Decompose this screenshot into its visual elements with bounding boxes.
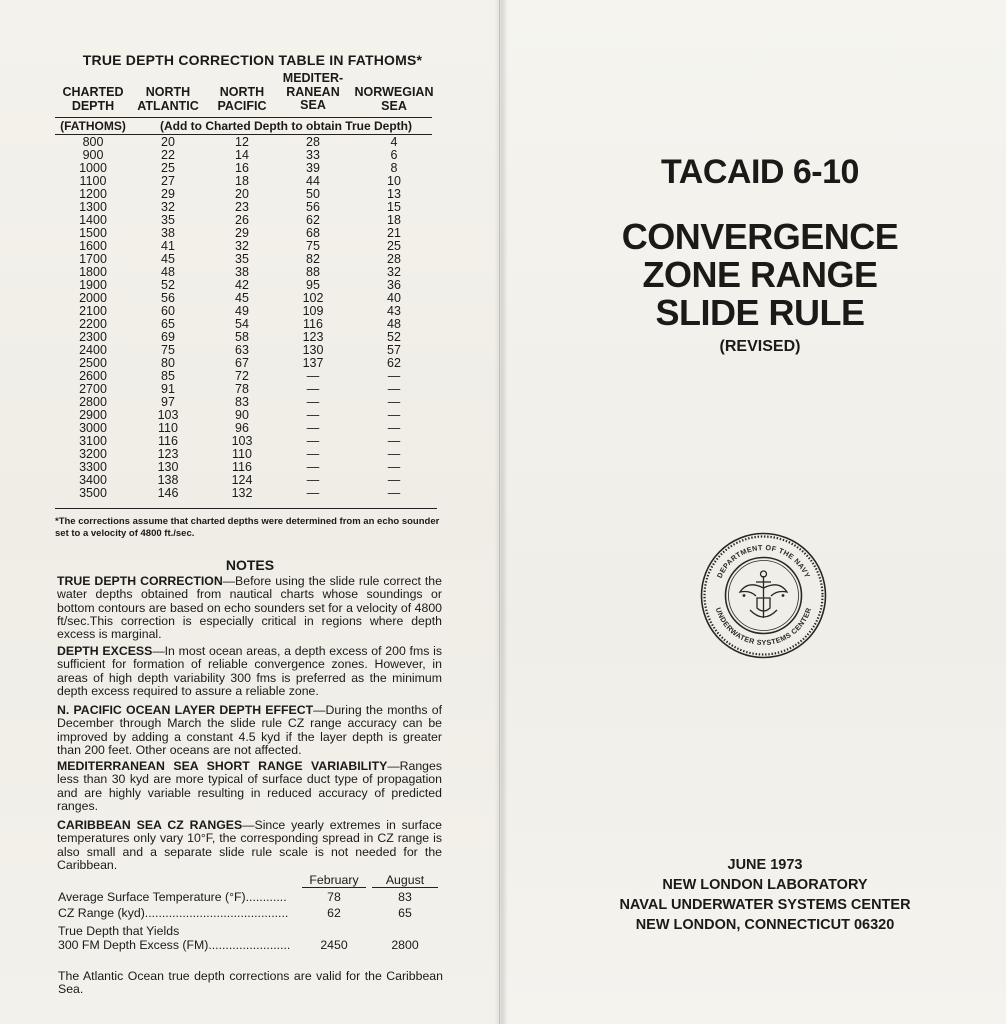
cover-title: TACAID 6-10 xyxy=(661,153,859,191)
table-row xyxy=(0,396,500,409)
cell-norwegian: — xyxy=(387,447,401,461)
cell-norwegian: 21 xyxy=(387,226,401,240)
cell-north-pacific: 23 xyxy=(235,200,249,214)
table-row xyxy=(0,305,500,318)
cell-north-atlantic: 138 xyxy=(157,473,179,487)
cell-charted-depth: 2500 xyxy=(79,356,107,370)
table-row xyxy=(0,162,500,175)
cell-mediterranean: 68 xyxy=(306,226,320,240)
cell-charted-depth: 3500 xyxy=(79,486,107,500)
cell-norwegian: — xyxy=(387,460,401,474)
cell-north-atlantic: 110 xyxy=(158,421,178,435)
cell-north-atlantic: 69 xyxy=(161,330,175,344)
table-row xyxy=(0,201,500,214)
caribbean-row-depth-feb: 2450 xyxy=(320,938,348,952)
table-row xyxy=(0,292,500,305)
cell-north-atlantic: 52 xyxy=(161,278,175,292)
cell-north-pacific: 67 xyxy=(235,356,249,370)
cell-north-atlantic: 22 xyxy=(161,148,175,162)
cell-norwegian: 62 xyxy=(387,356,401,370)
notes-title: NOTES xyxy=(225,557,275,573)
caribbean-header-february: February xyxy=(309,873,359,887)
cell-norwegian: — xyxy=(387,486,401,500)
cell-charted-depth: 900 xyxy=(82,148,104,162)
table-row xyxy=(0,253,500,266)
cell-mediterranean: 62 xyxy=(306,213,320,227)
note-mediterranean-variability: MEDITERRANEAN SEA SHORT RANGE VARIABILITY—Ranges less than 30 kyd are more typical of surface duct type of propagation and are highly variable resulting in reduced accuracy of predicted ranges. xyxy=(57,759,442,813)
cell-mediterranean: — xyxy=(306,486,320,500)
table-row xyxy=(0,318,500,331)
cell-north-pacific: 63 xyxy=(235,343,249,357)
cell-north-atlantic: 65 xyxy=(161,317,175,331)
table-footnote: *The corrections assume that charted depths were determined from an echo sounder set to a velocity of 4800 ft./sec. xyxy=(55,516,440,539)
subheader-fathoms: (FATHOMS) xyxy=(60,119,126,133)
cell-charted-depth: 1400 xyxy=(79,213,107,227)
cell-north-pacific: 12 xyxy=(235,135,249,149)
header-north-pacific: NORTH PACIFIC xyxy=(217,85,267,113)
cell-mediterranean: — xyxy=(306,434,320,448)
cell-north-atlantic: 41 xyxy=(161,239,175,253)
cell-norwegian: 25 xyxy=(387,239,401,253)
cell-charted-depth: 1600 xyxy=(79,239,107,253)
cover-revised: (REVISED) xyxy=(719,338,801,355)
cell-north-pacific: 90 xyxy=(235,408,249,422)
cell-north-atlantic: 85 xyxy=(161,369,175,383)
table-row xyxy=(0,487,500,500)
seal-top-text: DEPARTMENT OF THE NAVY xyxy=(714,542,813,580)
cell-north-atlantic: 45 xyxy=(161,252,175,266)
cell-charted-depth: 2700 xyxy=(79,382,107,396)
cell-charted-depth: 2400 xyxy=(79,343,107,357)
cell-charted-depth: 3200 xyxy=(79,447,107,461)
table-row xyxy=(0,227,500,240)
cell-north-atlantic: 75 xyxy=(161,343,175,357)
cell-norwegian: 18 xyxy=(387,213,401,227)
table-bottom-rule xyxy=(55,508,437,509)
seal-bottom-text: UNDERWATER SYSTEMS CENTER xyxy=(713,606,814,648)
cell-charted-depth: 2900 xyxy=(79,408,107,422)
table-row xyxy=(0,214,500,227)
note-true-depth-correction: TRUE DEPTH CORRECTION—Before using the slide rule correct the water depths obtained from nautical charts whose soundings or bottom contours are based on echo sounders set for a velocity of 4800 ft/sec.This correction is especially critical in regions where depth excess is marginal. xyxy=(57,574,442,642)
cell-charted-depth: 1000 xyxy=(79,161,107,175)
cell-north-pacific: 18 xyxy=(235,174,249,188)
cell-north-atlantic: 27 xyxy=(161,174,175,188)
imprint-date: JUNE 1973 xyxy=(727,857,803,873)
table-row xyxy=(0,266,500,279)
cell-north-pacific: 72 xyxy=(235,369,249,383)
imprint-center: NAVAL UNDERWATER SYSTEMS CENTER xyxy=(619,897,911,913)
cell-north-pacific: 16 xyxy=(235,161,249,175)
cell-mediterranean: 137 xyxy=(302,356,324,370)
cell-mediterranean: — xyxy=(306,460,320,474)
cell-charted-depth: 800 xyxy=(82,135,104,149)
cell-north-atlantic: 80 xyxy=(161,356,175,370)
cell-charted-depth: 2600 xyxy=(79,369,107,383)
cell-north-atlantic: 20 xyxy=(161,135,175,149)
cell-north-pacific: 14 xyxy=(235,148,249,162)
caribbean-header-august: August xyxy=(385,873,425,887)
imprint-laboratory: NEW LONDON LABORATORY xyxy=(662,877,868,893)
cell-mediterranean: — xyxy=(306,369,320,383)
cell-north-pacific: 38 xyxy=(235,265,249,279)
cell-mediterranean: 44 xyxy=(306,174,320,188)
cell-north-pacific: 116 xyxy=(232,460,252,474)
cell-mediterranean: 56 xyxy=(306,200,320,214)
cell-north-pacific: 35 xyxy=(235,252,249,266)
header-charted-depth: CHARTED DEPTH xyxy=(62,85,124,113)
cell-norwegian: 6 xyxy=(390,148,398,162)
cell-norwegian: — xyxy=(387,434,401,448)
cell-mediterranean: 123 xyxy=(302,330,324,344)
cell-mediterranean: — xyxy=(306,408,320,422)
cell-mediterranean: 50 xyxy=(306,187,320,201)
cell-charted-depth: 1700 xyxy=(79,252,107,266)
table-row xyxy=(0,188,500,201)
cell-mediterranean: — xyxy=(306,447,320,461)
caribbean-row-depth-label-a: True Depth that Yields xyxy=(58,924,180,938)
cell-mediterranean: — xyxy=(306,421,320,435)
caribbean-row-temperature-feb: 78 xyxy=(327,890,341,904)
cell-north-pacific: 103 xyxy=(231,434,253,448)
cell-charted-depth: 2300 xyxy=(79,330,107,344)
cell-north-atlantic: 103 xyxy=(157,408,179,422)
cell-norwegian: 4 xyxy=(390,135,398,149)
note-north-pacific-layer: N. PACIFIC OCEAN LAYER DEPTH EFFECT—During the months of December through March the slide rule CZ range accuracy can be improved by adding a constant 4.5 kyd if the layer depth is greater than 200 feet. Other oceans are not affected. xyxy=(57,703,443,757)
cell-north-pacific: 45 xyxy=(235,291,249,305)
closing-note: The Atlantic Ocean true depth corrections are valid for the Caribbean Sea. xyxy=(58,969,443,997)
cell-north-atlantic: 91 xyxy=(161,382,175,396)
cell-mediterranean: 116 xyxy=(303,317,323,331)
cell-mediterranean: 82 xyxy=(306,252,320,266)
cell-north-atlantic: 29 xyxy=(161,187,175,201)
cell-north-pacific: 110 xyxy=(232,447,252,461)
cell-norwegian: 43 xyxy=(387,304,401,318)
table-title: TRUE DEPTH CORRECTION TABLE IN FATHOMS* xyxy=(82,52,423,68)
cell-norwegian: 8 xyxy=(390,161,398,175)
cell-north-pacific: 132 xyxy=(231,486,253,500)
cell-north-atlantic: 60 xyxy=(161,304,175,318)
cell-north-atlantic: 32 xyxy=(161,200,175,214)
cell-norwegian: 52 xyxy=(387,330,401,344)
table-row xyxy=(0,357,500,370)
cell-north-atlantic: 38 xyxy=(161,226,175,240)
cell-north-pacific: 58 xyxy=(235,330,249,344)
cell-north-atlantic: 48 xyxy=(161,265,175,279)
cell-norwegian: 57 xyxy=(387,343,401,357)
cell-north-pacific: 49 xyxy=(235,304,249,318)
table-row xyxy=(0,149,500,162)
subheader-instructions: (Add to Charted Depth to obtain True Depth) xyxy=(160,119,412,133)
table-row xyxy=(0,383,500,396)
cell-north-atlantic: 123 xyxy=(157,447,179,461)
cell-norwegian: — xyxy=(387,473,401,487)
cell-north-atlantic: 116 xyxy=(158,434,178,448)
cell-mediterranean: 109 xyxy=(302,304,324,318)
cell-north-atlantic: 97 xyxy=(161,395,175,409)
table-row xyxy=(0,370,500,383)
cell-norwegian: 15 xyxy=(387,200,401,214)
cell-charted-depth: 1300 xyxy=(79,200,107,214)
cell-norwegian: 10 xyxy=(387,174,401,188)
cell-charted-depth: 1100 xyxy=(79,174,107,188)
cell-norwegian: 32 xyxy=(387,265,401,279)
cell-charted-depth: 3000 xyxy=(79,421,107,435)
cell-mediterranean: — xyxy=(306,473,320,487)
cell-charted-depth: 3400 xyxy=(79,473,107,487)
cell-mediterranean: 88 xyxy=(306,265,320,279)
header-mediterranean: MEDITER- RANEAN SEA xyxy=(282,71,344,112)
cell-north-pacific: 124 xyxy=(231,473,253,487)
cell-mediterranean: 130 xyxy=(302,343,324,357)
caribbean-row-temperature-label: Average Surface Temperature (°F)............ xyxy=(58,890,287,904)
caribbean-row-cz-aug: 65 xyxy=(398,906,412,920)
caribbean-header-rule-1 xyxy=(302,887,366,888)
cell-north-pacific: 20 xyxy=(235,187,249,201)
table-row xyxy=(0,136,500,149)
cell-north-pacific: 29 xyxy=(235,226,249,240)
cell-charted-depth: 2800 xyxy=(79,395,107,409)
cell-north-pacific: 83 xyxy=(235,395,249,409)
cell-mediterranean: — xyxy=(306,395,320,409)
header-north-atlantic: NORTH ATLANTIC xyxy=(137,85,199,113)
navy-seal-icon xyxy=(700,532,827,659)
cell-mediterranean: 75 xyxy=(306,239,320,253)
correction-table-body xyxy=(0,136,500,500)
cell-north-atlantic: 146 xyxy=(157,486,179,500)
imprint-address: NEW LONDON, CONNECTICUT 06320 xyxy=(635,917,895,933)
cell-norwegian: — xyxy=(387,395,401,409)
cell-charted-depth: 2100 xyxy=(79,304,107,318)
cover-subtitle-line-2: ZONE RANGE xyxy=(642,254,878,295)
cell-norwegian: — xyxy=(387,382,401,396)
cell-mediterranean: 102 xyxy=(302,291,324,305)
caribbean-row-depth-label-b: 300 FM Depth Excess (FM)........................ xyxy=(58,938,291,952)
cell-north-pacific: 26 xyxy=(235,213,249,227)
header-norwegian: NORWEGIAN SEA xyxy=(354,85,434,113)
cell-charted-depth: 3300 xyxy=(79,460,107,474)
cell-norwegian: — xyxy=(387,408,401,422)
cell-north-atlantic: 35 xyxy=(161,213,175,227)
cover-subtitle-line-3: SLIDE RULE xyxy=(655,292,865,333)
cell-charted-depth: 3100 xyxy=(79,434,107,448)
cover-subtitle-line-1: CONVERGENCE xyxy=(621,216,899,257)
cell-mediterranean: — xyxy=(306,382,320,396)
cell-norwegian: 48 xyxy=(387,317,401,331)
cell-north-pacific: 32 xyxy=(235,239,249,253)
table-row xyxy=(0,175,500,188)
caribbean-row-depth-aug: 2800 xyxy=(391,938,419,952)
cell-mediterranean: 33 xyxy=(306,148,320,162)
note-caribbean-cz-ranges: CARIBBEAN SEA CZ RANGES—Since yearly extremes in surface temperatures only vary 10°F, the corresponding spread in CZ range is also small and a separate slide rule scale is not needed for the Caribbean. xyxy=(57,818,442,872)
cell-north-pacific: 54 xyxy=(235,317,249,331)
cell-charted-depth: 2000 xyxy=(79,291,107,305)
cell-north-pacific: 96 xyxy=(235,421,249,435)
table-row xyxy=(0,240,500,253)
cell-charted-depth: 2200 xyxy=(79,317,107,331)
cell-north-pacific: 42 xyxy=(235,278,249,292)
cell-norwegian: — xyxy=(387,421,401,435)
cell-north-atlantic: 56 xyxy=(161,291,175,305)
caribbean-row-cz-label: CZ Range (kyd).......................................... xyxy=(58,906,289,920)
note-depth-excess: DEPTH EXCESS—In most ocean areas, a depth excess of 200 fms is sufficient for formation of reliable convergence zones. However, in areas of high depth variability 300 fms is preferred as the minimum depth excess required to assure a reliable zone. xyxy=(57,644,442,698)
cell-charted-depth: 1200 xyxy=(79,187,107,201)
caribbean-row-temperature-aug: 83 xyxy=(398,890,412,904)
cell-mediterranean: 95 xyxy=(306,278,320,292)
cell-norwegian: — xyxy=(387,369,401,383)
cell-charted-depth: 1900 xyxy=(79,278,107,292)
table-row xyxy=(0,279,500,292)
cell-mediterranean: 28 xyxy=(306,135,320,149)
cell-norwegian: 40 xyxy=(387,291,401,305)
header-rule xyxy=(55,117,432,118)
cell-norwegian: 13 xyxy=(387,187,401,201)
cell-north-atlantic: 130 xyxy=(157,460,179,474)
table-row xyxy=(0,344,500,357)
table-row xyxy=(0,409,500,422)
cell-norwegian: 36 xyxy=(387,278,401,292)
cell-charted-depth: 1500 xyxy=(79,226,107,240)
cell-north-pacific: 78 xyxy=(235,382,249,396)
table-row xyxy=(0,331,500,344)
caribbean-header-rule-2 xyxy=(372,887,438,888)
cell-norwegian: 28 xyxy=(387,252,401,266)
cell-mediterranean: 39 xyxy=(306,161,320,175)
cell-charted-depth: 1800 xyxy=(79,265,107,279)
caribbean-row-cz-feb: 62 xyxy=(327,906,341,920)
cell-north-atlantic: 25 xyxy=(161,161,175,175)
